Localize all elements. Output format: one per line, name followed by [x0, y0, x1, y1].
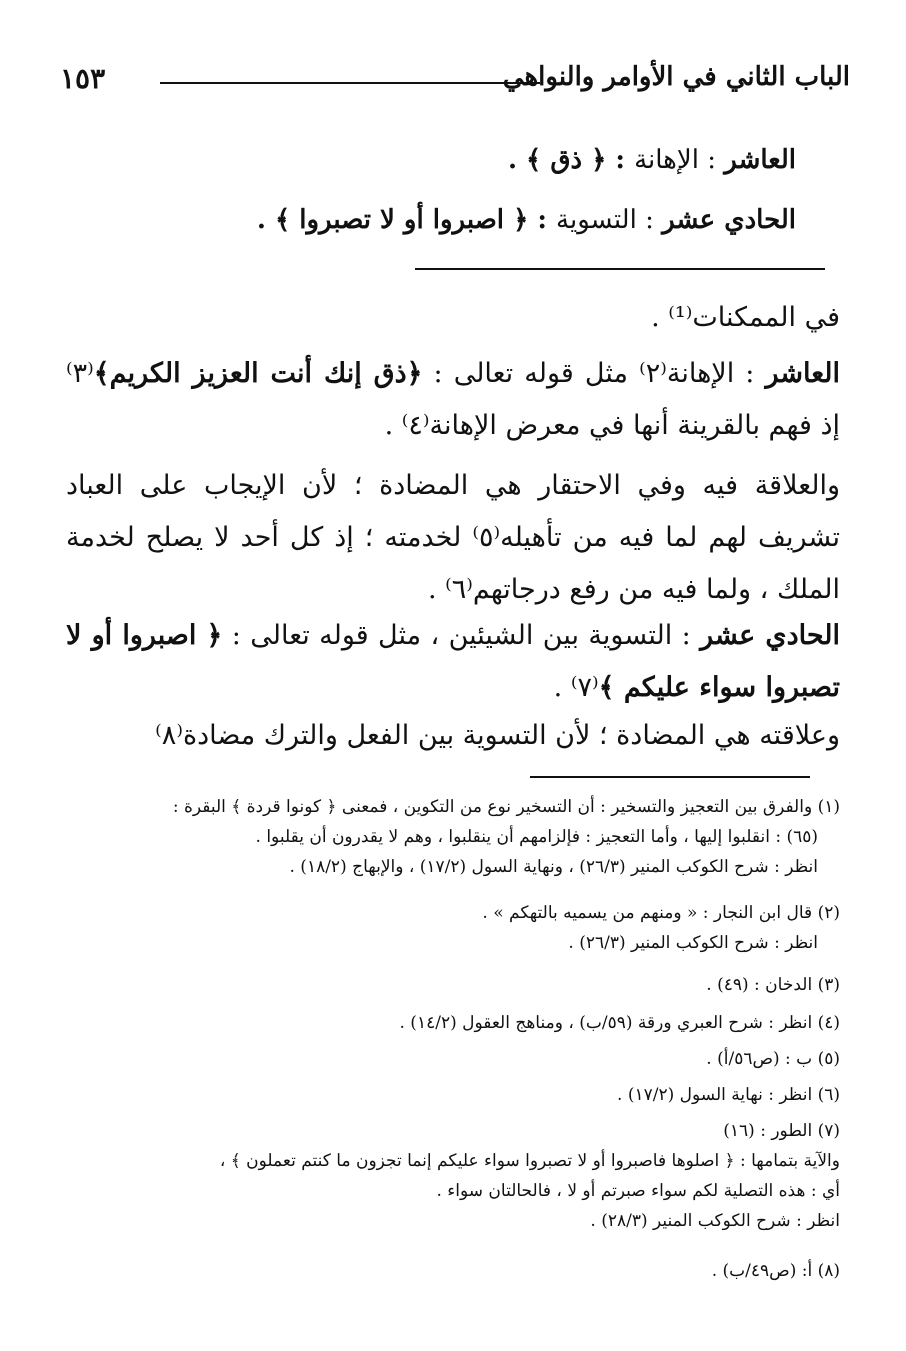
section-divider [415, 268, 825, 270]
header-rule [160, 82, 540, 84]
footnote-5 [66, 1044, 840, 1074]
paragraph-relation-2: وعلاقته هي المضادة ؛ لأن التسوية بين الفعل والترك مضادة⁽٨⁾ [155, 720, 840, 751]
page-header [60, 52, 850, 112]
paragraph-rest: ⁽٧⁾ . [553, 672, 599, 703]
footnote-line: أي : هذه التصلية لكم سواء صبرتم أو لا ، فالحالتان سواء . [436, 1181, 840, 1201]
paragraph-eleventh [66, 610, 840, 714]
footnote-line: انظر : شرح الكوكب المنير (٢٨/٣) . [590, 1211, 840, 1231]
paragraph-label: الحادي عشر [700, 620, 840, 651]
footnote-7 [66, 1116, 840, 1236]
item-label: العاشر [724, 145, 796, 175]
outline-item-eleventh [257, 205, 796, 235]
quran-quote: ﴿ذق إنك أنت العزيز الكريم﴾ [93, 358, 423, 389]
item-label: الحادي عشر [662, 205, 796, 235]
footnote-line: (٨) أ: (ص٤٩/ب) . [711, 1261, 840, 1281]
footnote-line: (١) والفرق بين التعجيز والتسخير : أن التسخير نوع من التكوين ، فمعنى ﴿ كونوا قردة ﴾ البقرة : [172, 797, 840, 817]
item-quote: : ﴿ اصبروا أو لا تصبروا ﴾ . [256, 205, 557, 235]
footnote-2 [66, 898, 840, 958]
paragraph-rest: ⁽٣⁾ إذ فهم بالقرينة أنها في معرض الإهانة⁽٤⁾ . [66, 358, 840, 441]
paragraph-tenth [66, 348, 840, 452]
item-sep: : [698, 145, 725, 175]
footnote-line: (٧) الطور : (١٦) [723, 1121, 840, 1141]
paragraph-text: : التسوية بين الشيئين ، مثل قوله تعالى : [222, 620, 701, 651]
page-number: ١٥٣ [60, 62, 106, 95]
footnote-line: انظر : شرح الكوكب المنير (٢٦/٣) . [568, 933, 818, 953]
footnote-line: (٢) قال ابن النجار : « ومنهم من يسميه بالتهكم » . [482, 903, 840, 923]
running-title: الباب الثاني في الأوامر والنواهي [502, 62, 850, 92]
footnote-divider [530, 776, 810, 778]
paragraph-label: العاشر [765, 358, 840, 389]
paragraph-relation: والعلاقة فيه وفي الاحتقار هي المضادة ؛ لأن الإيجاب على العباد تشريف لهم لما فيه من تأهيله⁽٥⁾ لخدمته ؛ إذ كل أحد لا يصلح لخدمة الملك ، ولما فيه من رفع درجاتهم⁽٦⁾ . [66, 470, 840, 605]
footnote-line: (٣) الدخان : (٤٩) . [706, 975, 840, 995]
footnote-3 [66, 970, 840, 1000]
footnote-8 [66, 1256, 840, 1286]
paragraph-text: : الإهانة⁽٢⁾ مثل قوله تعالى : [422, 358, 766, 389]
footnote-1 [66, 792, 840, 882]
quran-quote: ﴿ اصبروا أو لا تصبروا سواء عليكم ﴾ [66, 620, 840, 703]
footnote-line: انظر : شرح الكوكب المنير (٢٦/٣) ، ونهاية السول (١٧/٢) ، والإبهاج (١٨/٢) . [289, 857, 818, 877]
footnote-6 [66, 1080, 840, 1110]
item-name: التسوية [556, 205, 637, 235]
footnote-line: والآية بتمامها : ﴿ اصلوها فاصبروا أو لا تصبروا سواء عليكم إنما تجزون ما كنتم تعملون ﴾ ، [219, 1151, 840, 1171]
item-name: الإهانة [634, 145, 699, 175]
footnote-4 [66, 1008, 840, 1038]
item-quote: : ﴿ ذق ﴾ . [507, 145, 635, 175]
footnote-line: (٥) ب : (ص٥٦/أ) . [706, 1049, 840, 1069]
footnote-line: (٤) انظر : شرح العبري ورقة (٥٩/ب) ، ومناهج العقول (١٤/٢) . [399, 1013, 840, 1033]
item-sep: : [636, 205, 663, 235]
outline-item-tenth [508, 145, 796, 175]
paragraph-intro: في الممكنات⁽¹⁾ . [651, 302, 840, 333]
footnote-line: (٦٥) : انقلبوا إليها ، وأما التعجيز : فإلزامهم أن ينقلبوا ، وهم لا يقدرون أن يقلبوا . [255, 827, 818, 847]
footnote-line: (٦) انظر : نهاية السول (١٧/٢) . [617, 1085, 840, 1105]
